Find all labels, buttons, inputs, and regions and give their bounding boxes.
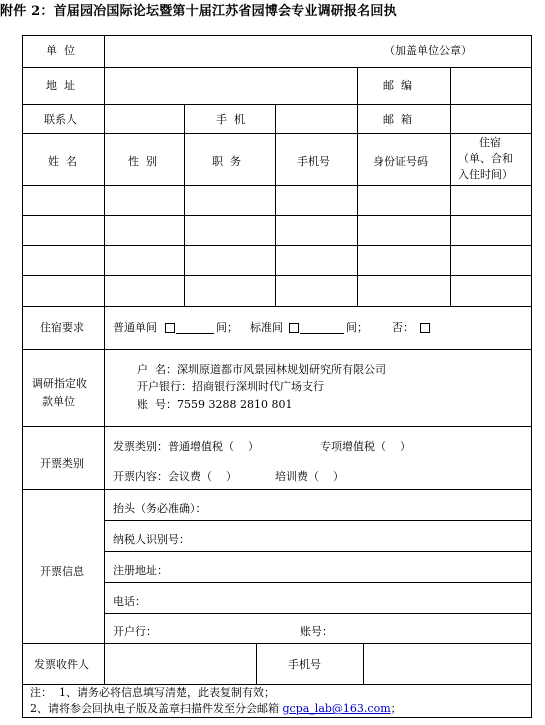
header-lodging-2: （单、合和 <box>458 152 513 165</box>
header-name: 姓 名 <box>48 155 77 168</box>
payee-label-line1: 调研指定收 <box>32 377 87 390</box>
postcode-field[interactable] <box>452 69 530 103</box>
page-title: 附件 2：首届园冶国际论坛暨第十届江苏省园博会专业调研报名回执 <box>0 4 397 19</box>
note-line-2 <box>30 702 402 716</box>
tax-id-field[interactable]: 纳税人识别号： <box>113 533 190 546</box>
invoice-category[interactable]: 发票类别：普通增值税（ ） <box>113 440 259 453</box>
standard-room-label: 标准间 <box>250 321 283 334</box>
no-lodging-checkbox[interactable] <box>420 323 430 333</box>
account-field[interactable]: 账号： <box>300 625 333 638</box>
participant-row-1[interactable] <box>23 186 531 215</box>
mobile-field[interactable] <box>277 106 356 132</box>
address-field[interactable] <box>106 69 356 103</box>
invoice-content-training[interactable]: 培训费（ ） <box>275 470 344 483</box>
invoice-info-label: 开票信息 <box>40 565 84 578</box>
table-border-bottom <box>22 717 532 718</box>
recipient-name-field[interactable] <box>106 645 255 683</box>
unit-label: 单 位 <box>46 44 75 57</box>
header-gender: 性 别 <box>128 155 157 168</box>
header-lodging-3: 入住时间） <box>458 168 513 181</box>
header-mobile: 手机号 <box>297 155 330 168</box>
email-label: 邮 箱 <box>383 113 412 126</box>
seal-note: （加盖单位公章） <box>384 44 472 57</box>
payee-bank: 开户银行：招商银行深圳时代广场支行 <box>137 380 324 393</box>
contact-field[interactable] <box>106 106 183 132</box>
invoice-content-meeting[interactable]: 开票内容：会议费（ ） <box>113 470 237 483</box>
contact-label: 联系人 <box>44 113 77 126</box>
participant-row-3[interactable] <box>23 246 531 275</box>
standard-room-checkbox[interactable] <box>289 323 299 333</box>
payee-account-number: 账 号：7559 3288 2810 801 <box>137 398 293 411</box>
phone-field[interactable]: 电话： <box>113 595 146 608</box>
single-room-unit: 间； <box>216 321 238 334</box>
table-border-right <box>531 35 532 718</box>
email-field[interactable] <box>452 106 530 132</box>
participant-row-2[interactable] <box>23 216 531 245</box>
registered-address-field[interactable]: 注册地址： <box>113 564 168 577</box>
note-line-2-suffix: ； <box>390 702 402 715</box>
single-room-count-field[interactable] <box>176 333 214 334</box>
invoice-special-vat[interactable]: 专项增值税（ ） <box>320 440 411 453</box>
single-room-checkbox[interactable] <box>165 323 175 333</box>
payee-account-name: 户 名：深圳原道都市风景园林规划研究所有限公司 <box>137 363 386 376</box>
single-room-label: 普通单间 <box>113 321 157 334</box>
header-id-number: 身份证号码 <box>373 155 428 168</box>
standard-room-unit: 间； <box>346 321 368 334</box>
postcode-label: 邮 编 <box>383 79 412 92</box>
header-lodging-1: 住宿 <box>479 136 501 149</box>
no-lodging-label: 否： <box>392 321 414 334</box>
recipient-label: 发票收件人 <box>34 658 89 671</box>
recipient-mobile-label: 手机号 <box>288 658 321 671</box>
participant-row-4[interactable] <box>23 276 531 305</box>
note-line-2-text: 2、请将参会回执电子版及盖章扫描件发至分会邮箱 <box>30 702 283 715</box>
note-line-1: 注： 1、请务必将信息填写清楚，此表复制有效； <box>30 686 275 699</box>
standard-room-count-field[interactable] <box>300 333 344 334</box>
bank-field[interactable]: 开户行： <box>113 625 157 638</box>
recipient-mobile-field[interactable] <box>365 645 530 683</box>
table-border-left <box>22 35 23 718</box>
lodging-label: 住宿要求 <box>40 321 84 334</box>
branch-email-link[interactable]: gcpa_lab@163.com <box>282 702 391 715</box>
address-label: 地 址 <box>46 79 75 92</box>
invoice-type-label: 开票类别 <box>40 457 84 470</box>
invoice-header-field[interactable]: 抬头（务必准确）： <box>113 502 207 515</box>
mobile-label: 手 机 <box>216 113 245 126</box>
payee-label-line2: 款单位 <box>42 395 75 408</box>
header-position: 职 务 <box>212 155 241 168</box>
table-border-top <box>22 35 532 36</box>
